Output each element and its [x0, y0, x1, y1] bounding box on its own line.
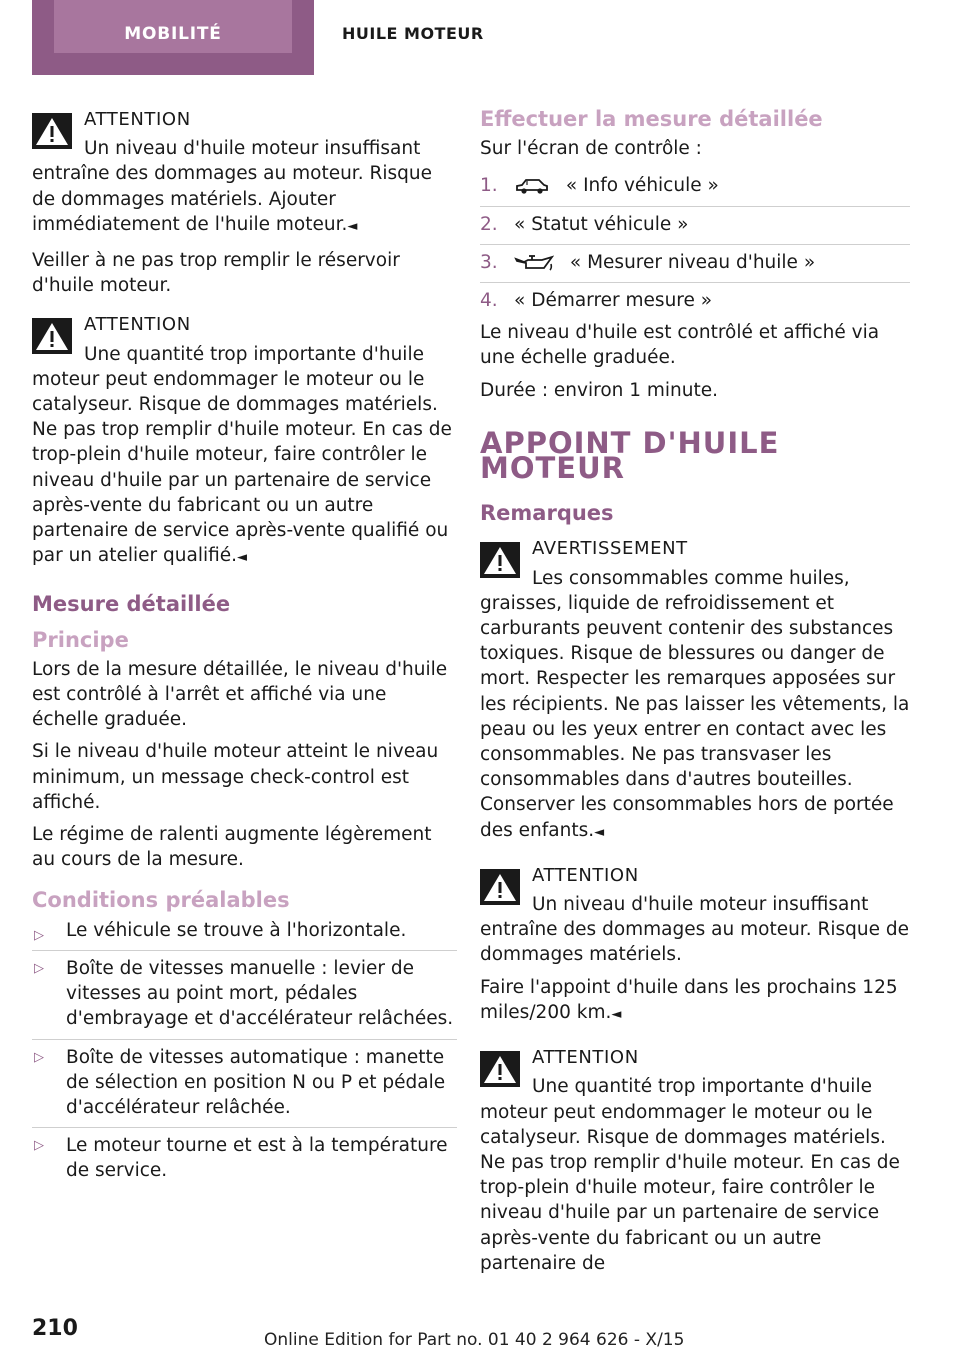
list-item: ▷ Le moteur tourne et est à la température de service.	[32, 1127, 457, 1183]
list-item	[480, 244, 910, 275]
list-item: ▷ Le véhicule se trouve à l'horizontale.	[32, 918, 457, 943]
heading-mesure-detaillee: Mesure détaillée	[32, 592, 231, 617]
chapter-tab-label: MOBILITÉ	[54, 0, 292, 53]
list-item: ▷ Boîte de vitesses automatique : manette de sélection en position N ou P et pédale d'accélérateur relâchée.	[32, 1039, 457, 1121]
warning-triangle-icon	[480, 869, 520, 905]
heading-principe: Principe	[32, 627, 129, 652]
paragraph: Lors de la mesure détaillée, le niveau d'huile est contrôlé à l'arrêt et affiché via une échelle graduée.	[32, 658, 448, 731]
warning-text: Une quantité trop importante d'huile moteur peut endommager le moteur ou le catalyseur. Risque de dommages matériels. Ne pas trop remplir d'huile moteur. En cas de trop-plein d'huile moteur, faire contrôler le niveau d'huile par un partenaire de service après-vente du fabricant ou un autre partenaire de	[480, 1076, 900, 1274]
paragraph: Veiller à ne pas trop remplir le réservoir d'huile moteur.	[32, 250, 400, 297]
steps-list	[480, 173, 910, 313]
paragraph: Durée : environ 1 minute.	[480, 379, 719, 401]
warning-text: Un niveau d'huile moteur insuffisant entraîne des dommages au moteur. Risque de dommages matériels. Ajouter immédiatement de l'huile moteur.	[32, 138, 432, 235]
warning-attention-3	[480, 863, 910, 1027]
section-title: HUILE MOTEUR	[342, 24, 484, 43]
list-item	[480, 282, 910, 313]
paragraph: Sur l'écran de contrôle :	[480, 138, 702, 160]
warning-title: ATTENTION	[532, 864, 639, 886]
end-marker-icon: ◄	[237, 550, 248, 566]
list-item	[480, 206, 910, 237]
warning-attention-2	[32, 312, 457, 570]
paragraph: Le niveau d'huile est contrôlé et affiché via une échelle graduée.	[480, 322, 880, 369]
conditions-list	[32, 918, 457, 1184]
heading-remarques: Remarques	[480, 501, 614, 526]
left-column	[32, 107, 457, 1191]
right-column	[480, 107, 910, 1285]
step-text: « Mesurer niveau d'huile »	[569, 251, 816, 273]
edition-footer: Online Edition for Part no. 01 40 2 964 626 - X/15	[264, 1330, 685, 1350]
warning-triangle-icon	[480, 1051, 520, 1087]
bullet-triangle-icon: ▷	[34, 1138, 44, 1154]
list-item: ▷ Boîte de vitesses manuelle : levier de vitesses au point mort, pédales d'embrayage et d'accélérateur relâchées.	[32, 950, 457, 1032]
warning-title: ATTENTION	[532, 1047, 639, 1069]
page-number: 210	[32, 1316, 78, 1341]
bullet-triangle-icon: ▷	[34, 960, 44, 976]
bullet-triangle-icon: ▷	[34, 1049, 44, 1065]
car-icon	[514, 176, 550, 196]
warning-text: Les consommables comme huiles, graisses, liquide de refroidissement et carburants peuvent contenir des substances toxiques. Risque de blessures ou danger de mort. Respecter les remarques apposées sur les récipients. Ne pas laisser les vêtements, la peau ou les yeux entrer en contact avec les consommables. Ne pas transvaser les consommables dans d'autres bouteilles. Conserver les consommables hors de portée des enfants.	[480, 567, 910, 841]
list-item	[480, 173, 910, 198]
bullet-triangle-icon: ▷	[34, 927, 44, 943]
step-text: « Statut véhicule »	[514, 213, 689, 235]
paragraph: Si le niveau d'huile moteur atteint le niveau minimum, un message check-control est affiché.	[32, 741, 439, 813]
warning-attention-1	[32, 107, 457, 239]
warning-attention-4	[480, 1045, 910, 1276]
heading-conditions: Conditions préalables	[32, 888, 290, 913]
step-number: 2.	[480, 213, 498, 235]
step-text: « Info véhicule »	[565, 175, 719, 197]
step-text: « Démarrer mesure »	[514, 290, 713, 312]
step-number: 3.	[480, 251, 498, 273]
warning-text: Une quantité trop importante d'huile moteur peut endommager le moteur ou le catalyseur. Risque de dommages matériels. Ne pas trop remplir d'huile moteur. En cas de trop-plein d'huile moteur, faire contrôler le niveau d'huile par un partenaire de service après-vente du fabricant ou un autre partenaire de service après-vente qualifié ou par un atelier qualifié.	[32, 343, 452, 567]
end-marker-icon: ◄	[611, 1006, 622, 1022]
step-number: 1.	[480, 175, 498, 197]
heading-effectuer: Effectuer la mesure détaillée	[480, 107, 823, 131]
end-marker-icon: ◄	[594, 824, 605, 840]
warning-triangle-icon	[480, 542, 520, 578]
warning-triangle-icon	[32, 113, 72, 149]
warning-title: ATTENTION	[84, 314, 191, 336]
warning-text: Un niveau d'huile moteur insuffisant entraîne des dommages au moteur. Risque de dommages matériels.	[480, 894, 909, 966]
step-number: 4.	[480, 290, 498, 312]
warning-triangle-icon	[32, 318, 72, 354]
warning-title: ATTENTION	[84, 109, 191, 130]
oil-can-icon	[514, 253, 554, 273]
warning-text: Faire l'appoint d'huile dans les prochains 125 miles/200 km.	[480, 976, 898, 1023]
warning-title: AVERTISSEMENT	[532, 538, 688, 560]
heading-appoint: APPOINT D'HUILE MOTEUR	[480, 425, 780, 486]
warning-avertissement	[480, 536, 910, 844]
paragraph: Le régime de ralenti augmente légèrement au cours de la mesure.	[32, 824, 432, 871]
end-marker-icon: ◄	[347, 218, 358, 234]
